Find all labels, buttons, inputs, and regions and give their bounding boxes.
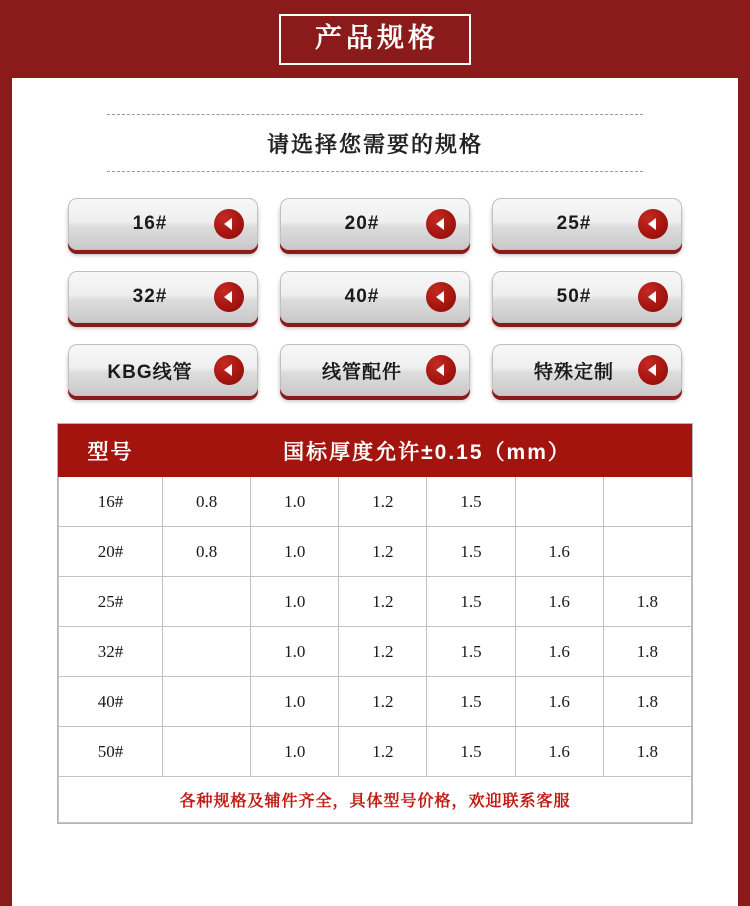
- cell-thickness: 1.6: [515, 727, 603, 777]
- table-row: [59, 627, 692, 677]
- cell-thickness: 1.8: [603, 677, 691, 727]
- play-arrow-icon: [426, 282, 456, 312]
- spec-button-label: KBG线管: [107, 361, 193, 383]
- cell-thickness: 1.6: [515, 577, 603, 627]
- spec-button-kbg-conduit[interactable]: [68, 344, 258, 396]
- table-row: [59, 477, 692, 527]
- cell-model: 16#: [59, 477, 163, 527]
- spec-button-label: 16#: [132, 213, 168, 234]
- cell-thickness: 1.5: [427, 727, 515, 777]
- table-row: [59, 577, 692, 627]
- table-header-row: [59, 425, 692, 477]
- play-arrow-icon: [214, 282, 244, 312]
- cell-thickness: 1.2: [339, 527, 427, 577]
- page-header: [0, 0, 750, 78]
- cell-thickness: [515, 477, 603, 527]
- play-arrow-icon: [638, 282, 668, 312]
- spec-button-custom[interactable]: [492, 344, 682, 396]
- cell-thickness: 1.8: [603, 577, 691, 627]
- cell-model: 32#: [59, 627, 163, 677]
- spec-button-32[interactable]: [68, 271, 258, 323]
- play-arrow-icon: [638, 355, 668, 385]
- table-row: [59, 527, 692, 577]
- thickness-main-label: 国标厚度: [283, 440, 376, 464]
- subtitle-section: [12, 114, 738, 172]
- cell-thickness: 1.5: [427, 627, 515, 677]
- cell-thickness: 1.0: [251, 727, 339, 777]
- cell-model: 25#: [59, 577, 163, 627]
- cell-thickness: 1.2: [339, 677, 427, 727]
- cell-thickness: 0.8: [163, 527, 251, 577]
- thickness-sub-label: 允许±0.15（mm）: [375, 440, 571, 464]
- spec-table: [57, 423, 693, 824]
- play-arrow-icon: [214, 355, 244, 385]
- cell-thickness: 1.5: [427, 677, 515, 727]
- cell-thickness: 1.6: [515, 527, 603, 577]
- play-arrow-icon: [214, 209, 244, 239]
- cell-model: 40#: [59, 677, 163, 727]
- cell-thickness: 1.5: [427, 577, 515, 627]
- spec-button-label: 特殊定制: [533, 361, 614, 383]
- table-row: [59, 677, 692, 727]
- cell-thickness: [163, 577, 251, 627]
- spec-button-50[interactable]: [492, 271, 682, 323]
- spec-button-25[interactable]: [492, 198, 682, 250]
- page-title: 产品规格: [279, 14, 471, 65]
- table-row: [59, 727, 692, 777]
- cell-model: 20#: [59, 527, 163, 577]
- cell-thickness: 1.8: [603, 727, 691, 777]
- spec-button-20[interactable]: [280, 198, 470, 250]
- play-arrow-icon: [426, 355, 456, 385]
- cell-thickness: 1.0: [251, 677, 339, 727]
- cell-thickness: 1.8: [603, 627, 691, 677]
- spec-button-conduit-accessories[interactable]: [280, 344, 470, 396]
- table-note-row: [59, 777, 692, 823]
- cell-thickness: 1.2: [339, 477, 427, 527]
- cell-thickness: 1.2: [339, 727, 427, 777]
- cell-thickness: [163, 677, 251, 727]
- column-header-model: 型号: [59, 425, 163, 477]
- cell-thickness: 1.2: [339, 627, 427, 677]
- divider-bottom: [107, 171, 643, 172]
- subtitle-text: 请选择您需要的规格: [266, 132, 483, 157]
- spec-button-label: 25#: [556, 213, 592, 234]
- spec-button-label: 40#: [344, 286, 380, 307]
- cell-thickness: 1.0: [251, 477, 339, 527]
- spec-button-label: 50#: [556, 286, 592, 307]
- spec-button-40[interactable]: [280, 271, 470, 323]
- cell-thickness: 1.6: [515, 677, 603, 727]
- table-note-text: 各种规格及辅件齐全，具体型号价格，欢迎联系客服: [59, 777, 692, 823]
- cell-model: 50#: [59, 727, 163, 777]
- cell-thickness: 1.0: [251, 527, 339, 577]
- cell-thickness: 1.2: [339, 577, 427, 627]
- play-arrow-icon: [426, 209, 456, 239]
- cell-thickness: [163, 627, 251, 677]
- spec-button-16[interactable]: [68, 198, 258, 250]
- cell-thickness: [603, 477, 691, 527]
- cell-thickness: 1.0: [251, 577, 339, 627]
- play-arrow-icon: [638, 209, 668, 239]
- spec-button-label: 线管配件: [321, 361, 402, 383]
- cell-thickness: [163, 727, 251, 777]
- spec-button-grid: [12, 198, 738, 396]
- spec-button-label: 32#: [132, 286, 168, 307]
- spec-button-label: 20#: [344, 213, 380, 234]
- cell-thickness: 1.0: [251, 627, 339, 677]
- cell-thickness: [603, 527, 691, 577]
- column-header-thickness: [163, 425, 692, 477]
- cell-thickness: 1.5: [427, 527, 515, 577]
- cell-thickness: 1.6: [515, 627, 603, 677]
- cell-thickness: 0.8: [163, 477, 251, 527]
- cell-thickness: 1.5: [427, 477, 515, 527]
